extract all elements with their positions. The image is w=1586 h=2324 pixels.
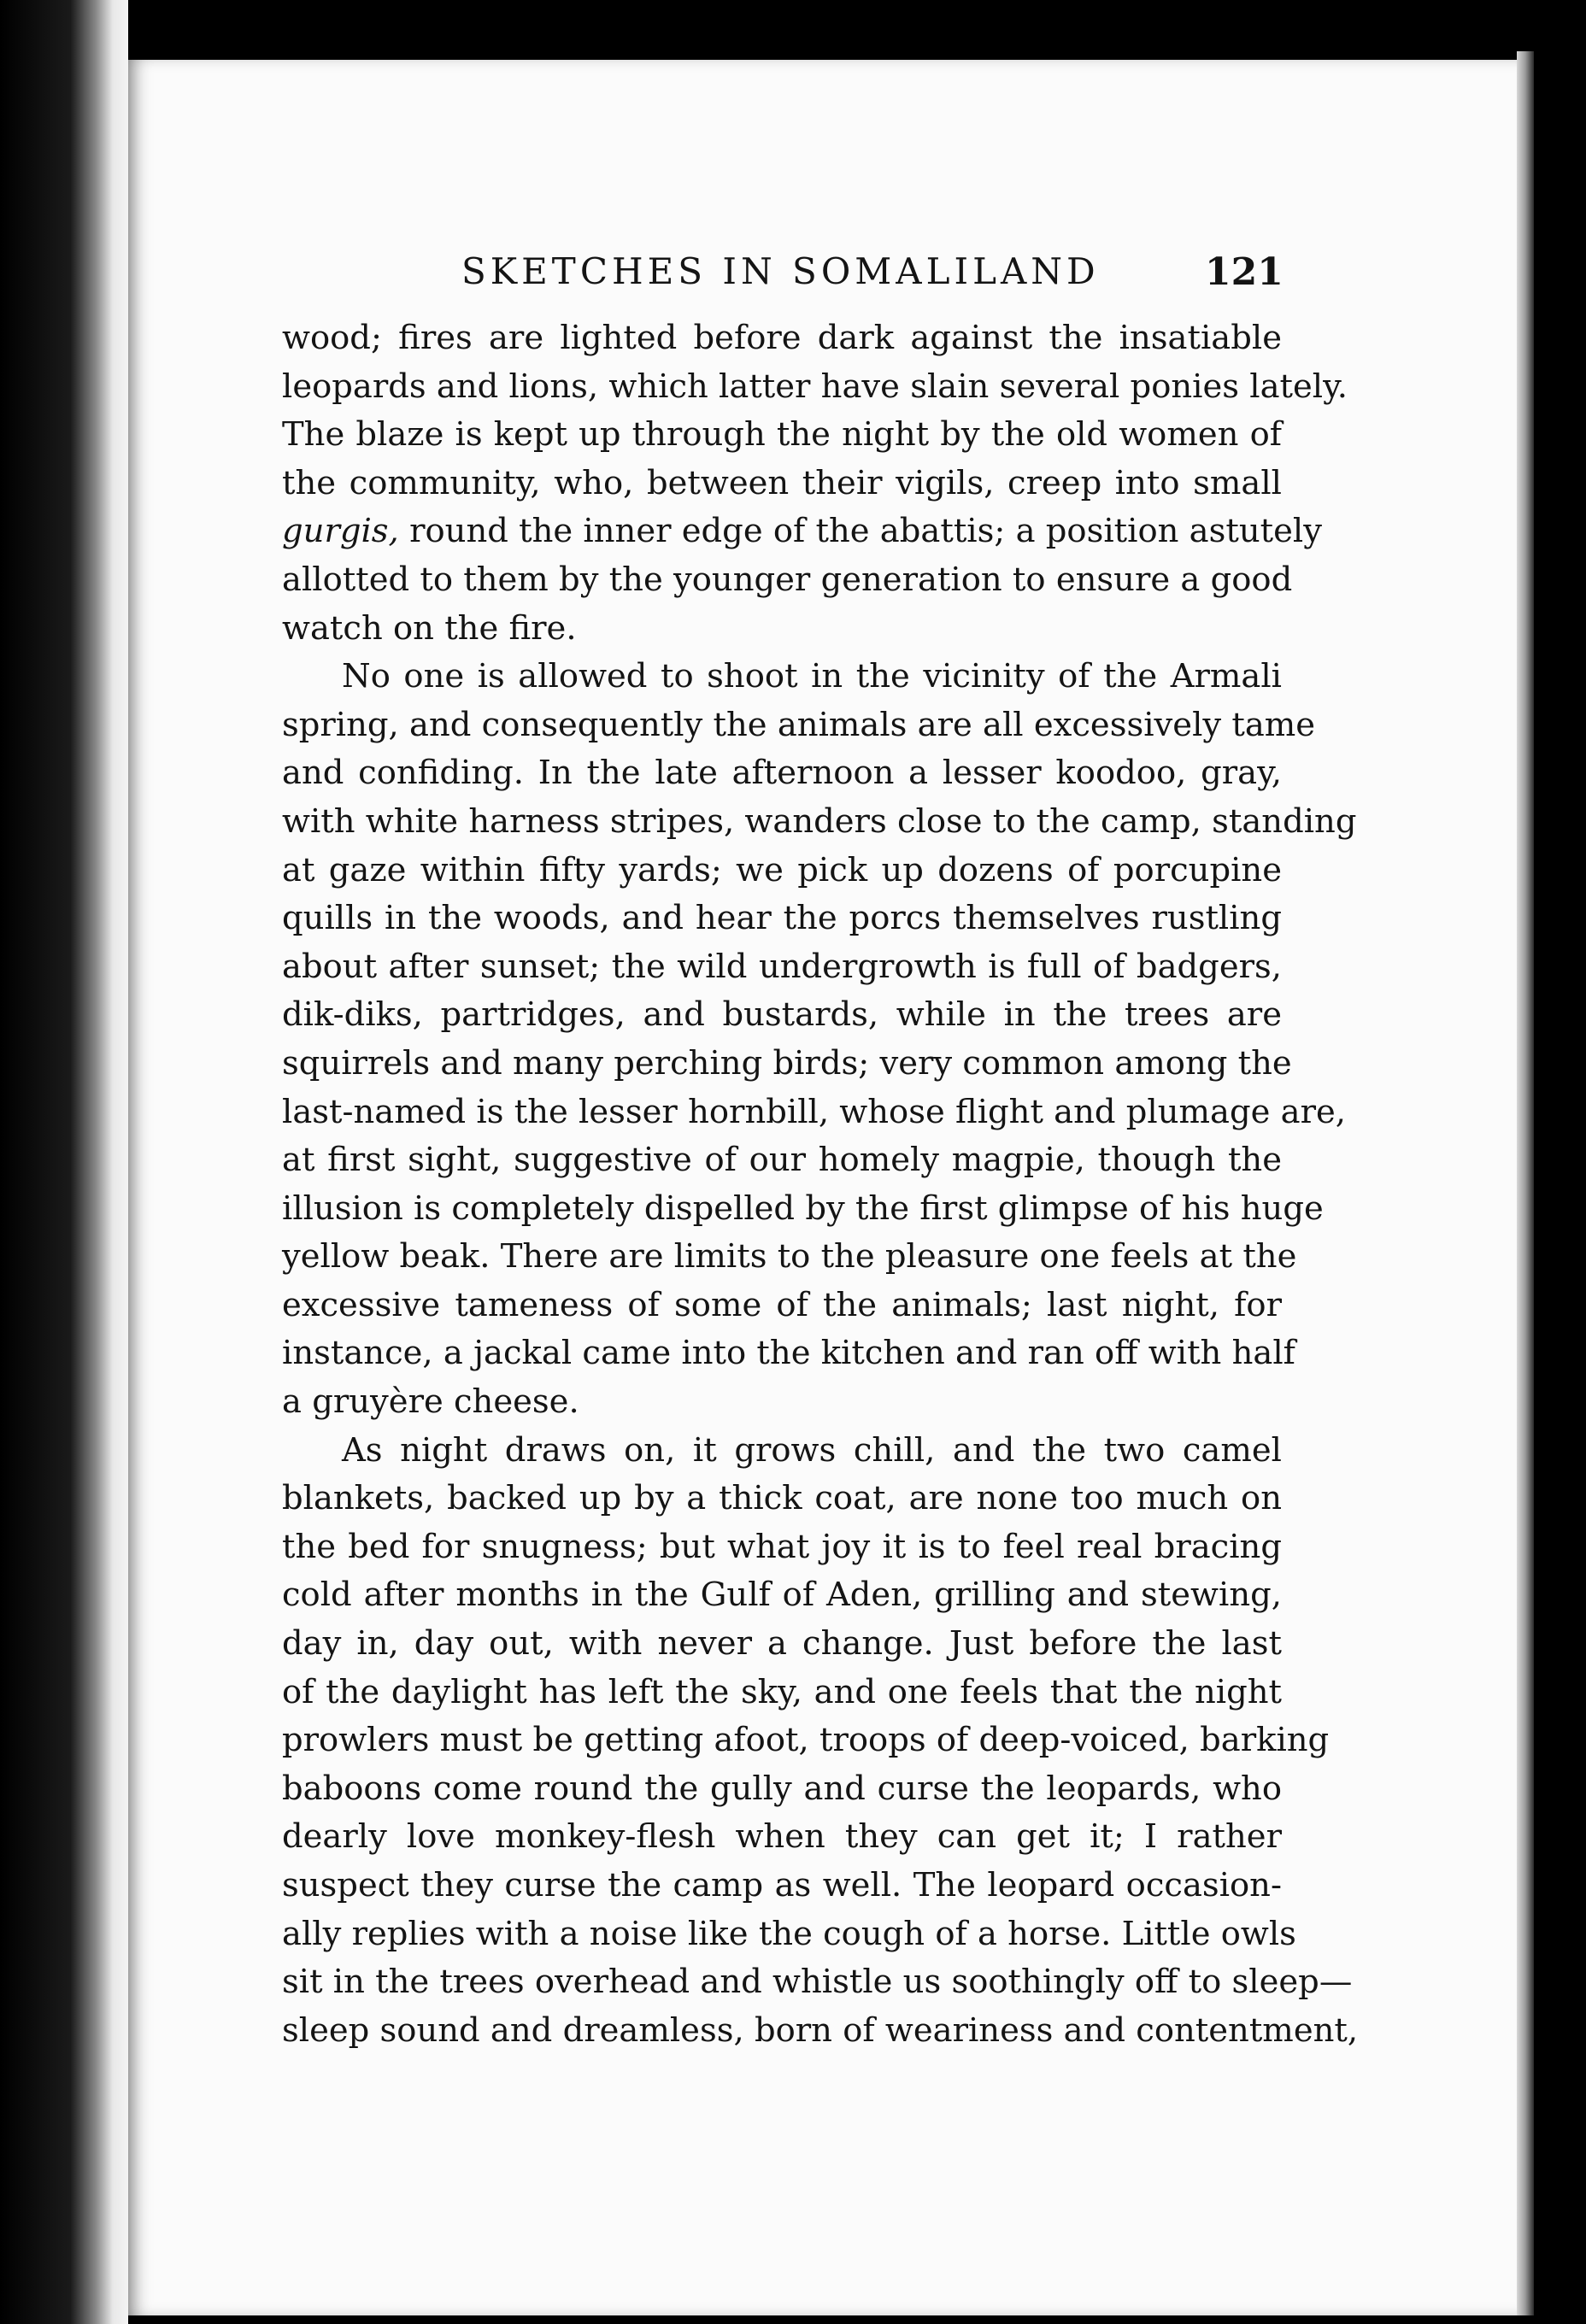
text-line: wood; fires are lighted before dark against the insatiable <box>282 319 1282 357</box>
text-line: sit in the trees overhead and whistle us soothingly off to sleep— <box>282 1963 1353 2002</box>
running-title: SKETCHES IN SOMALILAND <box>461 250 1100 292</box>
text-line: at gaze within fifty yards; we pick up dozens of porcupine <box>282 850 1282 889</box>
text-line: sleep sound and dreamless, born of weariness and contentment, <box>282 2010 1359 2050</box>
body-text <box>282 314 1359 2055</box>
text-line: dik-diks, partridges, and bustards, while in the trees are <box>282 995 1282 1035</box>
text-line: the bed for snugness; but what joy it is to feel real bracing <box>282 1527 1282 1566</box>
text-line: excessive tameness of some of the animals; last night, for <box>282 1285 1282 1324</box>
text-line: and confiding. In the late afternoon a lesser koodoo, gray, <box>282 754 1282 793</box>
text-line: spring, and consequently the animals are all excessively tame <box>282 705 1316 744</box>
text-line: squirrels and many perching birds; very common among the <box>282 1043 1292 1083</box>
text-line: with white harness stripes, wanders close to the camp, standing <box>282 801 1357 841</box>
book-binding-shadow <box>0 0 128 2324</box>
text-line: about after sunset; the wild undergrowth is full of badgers, <box>282 947 1282 986</box>
text-line: cold after months in the Gulf of Aden, grilling and stewing, <box>282 1576 1282 1615</box>
text-line: watch on the fire. <box>282 608 577 648</box>
italic-word: gurgis, <box>282 512 399 551</box>
text-line: blankets, backed up by a thick coat, are none too much on <box>282 1479 1282 1518</box>
text-line: illusion is completely dispelled by the first glimpse of his huge <box>282 1188 1324 1228</box>
text-line: baboons come round the gully and curse the leopards, who <box>282 1769 1282 1808</box>
text-line: of the daylight has left the sky, and one feels that the night <box>282 1672 1282 1711</box>
text-line: dearly love monkey-flesh when they can get it; I rather <box>282 1817 1282 1857</box>
text-line-with-italic <box>282 508 1322 556</box>
text-line: yellow beak. There are limits to the pleasure one feels at the <box>282 1237 1297 1276</box>
page-number: 121 <box>1205 250 1283 294</box>
text-line: instance, a jackal came into the kitchen and ran off with half <box>282 1334 1295 1373</box>
text-line: ally replies with a noise like the cough of a horse. Little owls <box>282 1914 1296 1953</box>
text-line: the community, who, between their vigils, creep into small <box>282 463 1282 502</box>
text-line: last-named is the lesser hornbill, whose flight and plumage are, <box>282 1092 1347 1131</box>
text-line: prowlers must be getting afoot, troops of deep-voiced, barking <box>282 1721 1330 1760</box>
text-line: The blaze is kept up through the night by the old women of <box>282 415 1282 455</box>
text-line: suspect they curse the camp as well. The leopard occasion- <box>282 1866 1282 1904</box>
text-line: allotted to them by the younger generation to ensure a good <box>282 560 1293 599</box>
running-head <box>0 250 1586 293</box>
text-line: day in, day out, with never a change. Just before the last <box>282 1624 1282 1664</box>
page-edge <box>1517 51 1534 2315</box>
text-line-rest: round the inner edge of the abattis; a position astutely <box>409 512 1322 551</box>
text-line: at first sight, suggestive of our homely magpie, though the <box>282 1141 1282 1180</box>
text-line: No one is allowed to shoot in the vicinity of the Armali <box>342 657 1282 696</box>
text-line: quills in the woods, and hear the porcs themselves rustling <box>282 899 1282 938</box>
text-line: As night draws on, it grows chill, and the two camel <box>342 1430 1282 1470</box>
text-line: leopards and lions, which latter have slain several ponies lately. <box>282 367 1348 406</box>
text-line: a gruyère cheese. <box>282 1382 579 1422</box>
